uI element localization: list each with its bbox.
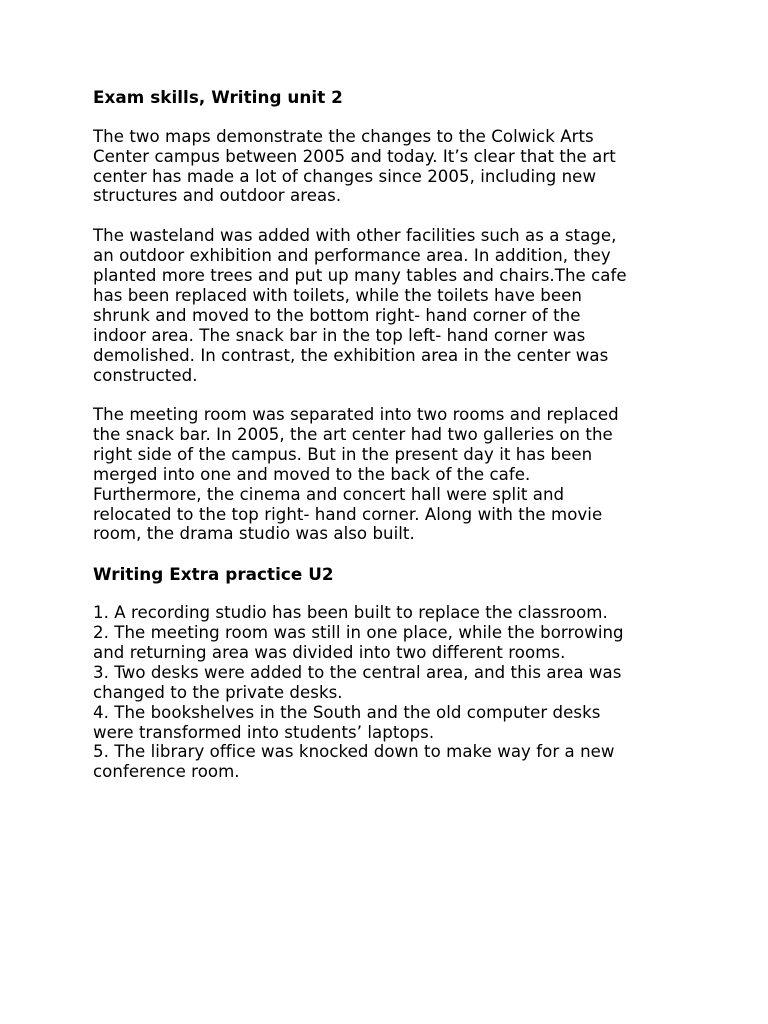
text-line: indoor area. The snack bar in the top left- hand corner was (93, 326, 586, 345)
list-item: conference room. (93, 762, 240, 781)
text-line: Furthermore, the cinema and concert hall were split and (93, 485, 565, 504)
list-item: 4. The bookshelves in the South and the old computer desks (93, 703, 601, 722)
text-line: planted more trees and put up many tables and chairs.The cafe (93, 266, 627, 285)
text-line: right side of the campus. But in the present day it has been (93, 445, 593, 464)
section-heading-extra-practice: Writing Extra practice U2 (93, 564, 334, 584)
text-line: demolished. In contrast, the exhibition area in the center was (93, 346, 609, 365)
section-heading-exam-skills: Exam skills, Writing unit 2 (93, 87, 343, 107)
text-line: an outdoor exhibition and performance area. In addition, they (93, 246, 611, 265)
text-line: the snack bar. In 2005, the art center had two galleries on the (93, 425, 613, 444)
list-item: 3. Two desks were added to the central area, and this area was (93, 663, 622, 682)
text-line: constructed. (93, 366, 198, 385)
text-line: relocated to the top right- hand corner. Along with the movie (93, 505, 603, 524)
text-line: The two maps demonstrate the changes to the Colwick Arts (93, 127, 594, 146)
text-line: The meeting room was separated into two rooms and replaced (93, 405, 619, 424)
text-line: The wasteland was added with other facilities such as a stage, (93, 226, 617, 245)
list-item: and returning area was divided into two different rooms. (93, 643, 566, 662)
list-item: 5. The library office was knocked down to make way for a new (93, 742, 615, 761)
list-item: 2. The meeting room was still in one place, while the borrowing (93, 623, 624, 642)
list-item: changed to the private desks. (93, 683, 343, 702)
text-line: center has made a lot of changes since 2005, including new (93, 167, 597, 186)
text-line: has been replaced with toilets, while the toilets have been (93, 286, 582, 305)
text-line: merged into one and moved to the back of the cafe. (93, 465, 531, 484)
text-line: structures and outdoor areas. (93, 186, 342, 205)
text-line: shrunk and moved to the bottom right- hand corner of the (93, 306, 581, 325)
text-line: Center campus between 2005 and today. It’s clear that the art (93, 147, 616, 166)
text-line: room, the drama studio was also built. (93, 524, 415, 543)
list-item: 1. A recording studio has been built to replace the classroom. (93, 603, 608, 622)
list-item: were transformed into students’ laptops. (93, 723, 435, 742)
